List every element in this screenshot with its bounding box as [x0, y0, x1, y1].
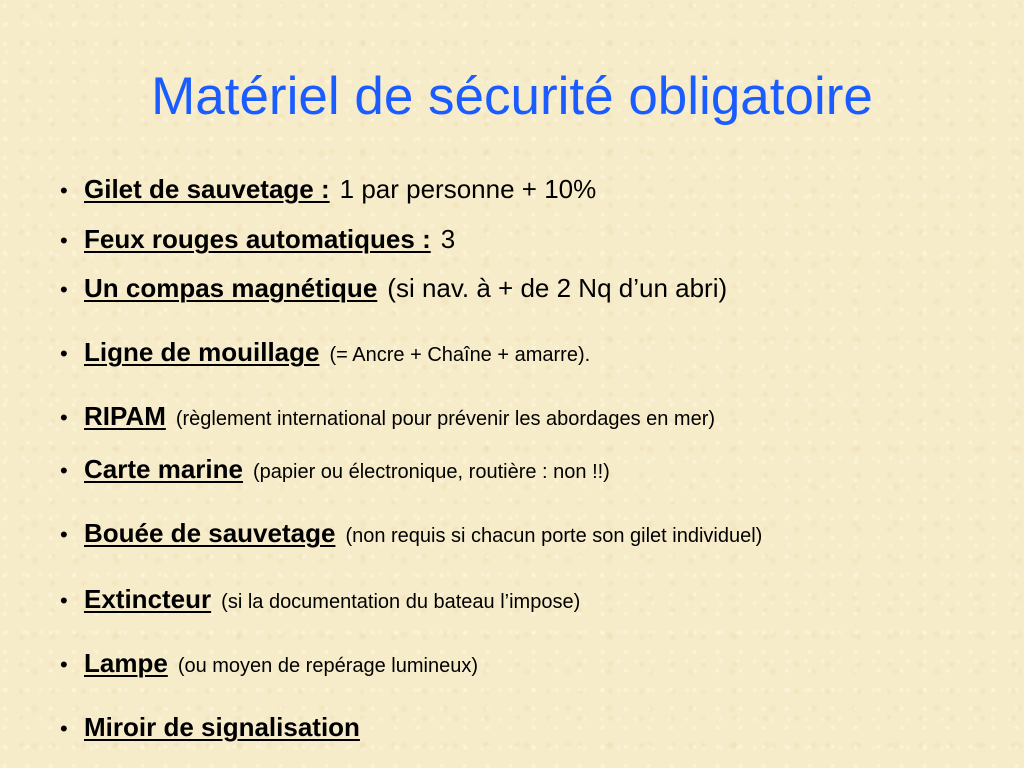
bullet: • — [60, 178, 68, 203]
list-item-compas — [60, 271, 727, 307]
bullet: • — [60, 341, 68, 366]
list-item-feux — [60, 222, 455, 258]
item-term: Feux rouges automatiques : — [84, 224, 431, 254]
list-item-carte — [60, 452, 610, 489]
bullet: • — [60, 716, 68, 741]
bullet: • — [60, 522, 68, 547]
slide-title: Matériel de sécurité obligatoire — [151, 67, 873, 126]
item-desc: (si nav. à + de 2 Nq d’un abri) — [387, 273, 728, 303]
item-term: Ligne de mouillage — [84, 337, 320, 367]
list-item-lampe — [60, 646, 478, 683]
bullet: • — [60, 228, 68, 253]
item-desc: (papier ou électronique, routière : non !!) — [252, 461, 610, 483]
item-term: Extincteur — [84, 584, 212, 614]
bullet: • — [60, 277, 68, 302]
item-term: RIPAM — [84, 401, 166, 431]
item-desc: (non requis si chacun porte son gilet individuel) — [345, 525, 763, 547]
bullet: • — [60, 405, 68, 430]
item-desc: 1 par personne + 10% — [339, 174, 597, 204]
list-item-gilet — [60, 172, 596, 208]
item-term: Un compas magnétique — [84, 273, 378, 303]
list-item-mouillage — [60, 335, 590, 372]
item-desc: (ou moyen de repérage lumineux) — [177, 655, 478, 677]
list-item-extincteur — [60, 582, 580, 619]
bullet: • — [60, 588, 68, 613]
item-term: Carte marine — [84, 454, 243, 484]
item-desc: 3 — [440, 224, 456, 254]
list-item-bouee — [60, 516, 762, 553]
bullet: • — [60, 652, 68, 677]
item-term: Lampe — [84, 648, 168, 678]
item-desc: (règlement international pour prévenir les abordages en mer) — [175, 408, 716, 430]
item-term: Gilet de sauvetage : — [84, 174, 330, 204]
item-desc: (si la documentation du bateau l’impose) — [221, 591, 581, 613]
item-term: Miroir de signalisation — [84, 712, 360, 742]
list-item-ripam — [60, 399, 715, 436]
item-term: Bouée de sauvetage — [84, 518, 336, 548]
list-item-miroir — [60, 710, 360, 746]
item-desc: (= Ancre + Chaîne + amarre). — [329, 344, 591, 366]
bullet: • — [60, 458, 68, 483]
